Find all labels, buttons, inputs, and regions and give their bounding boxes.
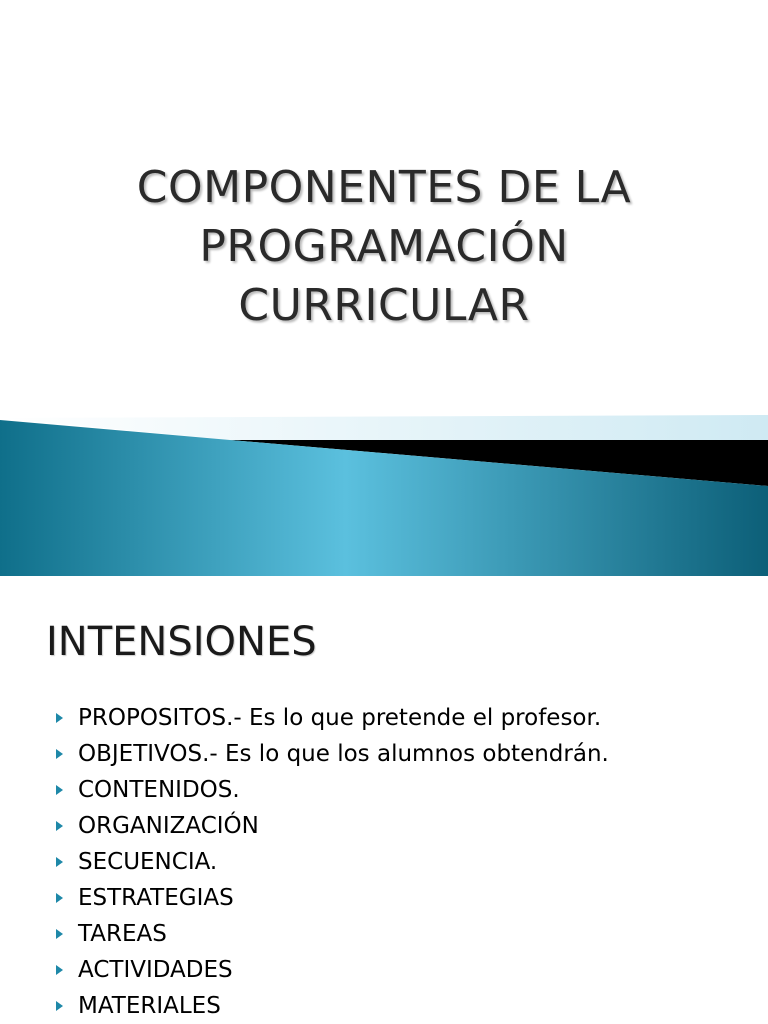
bullet-item <box>56 988 609 1024</box>
bullet-item <box>56 772 609 808</box>
section-heading: INTENSIONES <box>46 619 317 665</box>
bullet-list <box>56 700 609 1024</box>
bullet-text: MATERIALES <box>78 993 221 1019</box>
bullet-item <box>56 844 609 880</box>
bullet-text: SECUENCIA. <box>78 849 218 875</box>
bullet-text: CONTENIDOS. <box>78 777 240 803</box>
triangle-arrow-icon <box>56 929 63 939</box>
bullet-item <box>56 880 609 916</box>
decorative-banner <box>0 410 768 576</box>
bullet-text: PROPOSITOS.- Es lo que pretende el profesor. <box>78 705 602 731</box>
triangle-arrow-icon <box>56 821 63 831</box>
triangle-arrow-icon <box>56 893 63 903</box>
bullet-text: ACTIVIDADES <box>78 957 233 983</box>
triangle-arrow-icon <box>56 1001 63 1011</box>
triangle-arrow-icon <box>56 749 63 759</box>
triangle-arrow-icon <box>56 713 63 723</box>
bullet-item <box>56 916 609 952</box>
title-line-2: PROGRAMACIÓN <box>199 221 569 272</box>
bullet-text: TAREAS <box>78 921 167 947</box>
triangle-arrow-icon <box>56 785 63 795</box>
triangle-arrow-icon <box>56 965 63 975</box>
content-slide <box>0 576 768 1024</box>
triangle-arrow-icon <box>56 857 63 867</box>
bullet-text: ORGANIZACIÓN <box>78 813 259 839</box>
title-line-1: COMPONENTES DE LA <box>136 162 632 213</box>
bullet-text: OBJETIVOS.- Es lo que los alumnos obtendrán. <box>78 741 609 767</box>
bullet-text: ESTRATEGIAS <box>78 885 234 911</box>
bullet-item <box>56 952 609 988</box>
bullet-item <box>56 700 609 736</box>
bullet-item <box>56 736 609 772</box>
title-line-3: CURRICULAR <box>238 280 530 331</box>
bullet-item <box>56 808 609 844</box>
slide-title <box>84 158 684 335</box>
